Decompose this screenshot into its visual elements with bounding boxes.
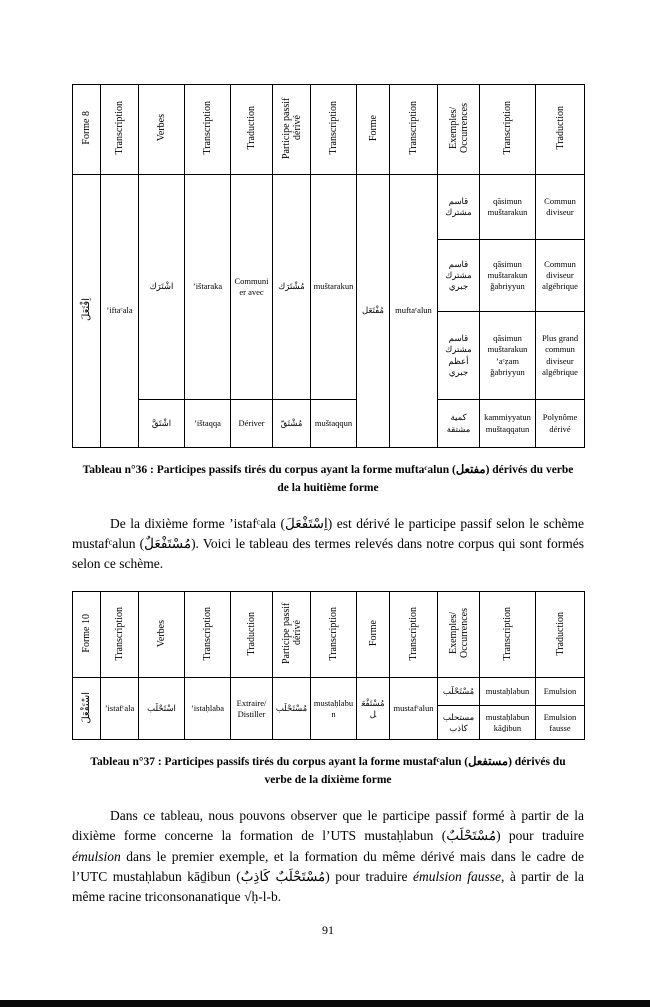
column-header-label: Participe passif dérivé [280, 602, 303, 665]
caption-text: Tableau n°37 : Participes passifs tirés du corpus ayant la forme mustafᶜalun ( [90, 756, 469, 769]
verb-translation-cell: Dériver [231, 400, 273, 448]
example-transcription-cell: qāsimun muštarakun [480, 175, 536, 240]
column-header-verbes [139, 592, 185, 678]
column-header-label: Transcription [114, 606, 125, 661]
example-arabic-cell: قاسم مشترك أعظم جبري [438, 312, 480, 400]
example-transcription-cell: qāsimun muštarakun ǧabriyyun [480, 240, 536, 312]
verb-transcription-cell: ’istaḥlaba [185, 678, 231, 740]
table-row [73, 400, 585, 448]
example-arabic-cell: قاسم مشترك جبري [438, 240, 480, 312]
table-37-caption [80, 754, 576, 790]
column-header-exemples-occurrences [438, 85, 480, 175]
table-36 [72, 84, 585, 448]
column-header-label: Traduction [554, 106, 566, 150]
example-arabic-cell: مستحلب كاذب [438, 706, 480, 740]
verb-arabic-cell: اشْتَقَّ [139, 400, 185, 448]
arabic-inline: اِسْتَفْعَلَ [285, 515, 328, 531]
example-transcription-cell: kammiyyatun muštaqqatun [480, 400, 536, 448]
table-36-caption [80, 462, 576, 498]
caption-arabic: مستفعل [468, 756, 509, 769]
column-header-label: Forme [367, 114, 379, 142]
paragraph-text-segment: ) est dérivé le participe passif selon le schème mustafᶜalun ( [72, 515, 584, 551]
example-arabic-cell: مُسْتَحْلَب [438, 678, 480, 706]
participle-transcription-cell: muštaqqun [311, 400, 357, 448]
column-header-transcription [101, 592, 139, 678]
verb-translation-cell: Communier avec [231, 175, 273, 400]
column-header-label: Transcription [114, 101, 125, 155]
column-header-participe-passif [273, 85, 311, 175]
verb-arabic-cell: اسْتَحْلَب [139, 678, 185, 740]
example-transcription-cell: qāsimun muštarakun ’aᶜẓam ǧabriyyun [480, 312, 536, 400]
verb-transcription-cell: ’ištaraka [185, 175, 231, 400]
column-header-label: Transcription [502, 606, 513, 661]
column-header-transcription [480, 85, 536, 175]
column-header-transcription [185, 592, 231, 678]
column-header-label: Traduction [246, 106, 257, 150]
example-translation-cell: Emulsion [536, 678, 585, 706]
paragraph-text-segment: Dans ce tableau, nous pouvons observer que le participe passif formé à partir de la dixième forme concerne la formation de l’UTS mustaḥlabun ( [72, 808, 584, 844]
column-header-label: Forme 8 [81, 111, 92, 145]
verb-arabic-cell: اشْتَرَك [139, 175, 185, 400]
participle-arabic-cell: مُسْتَحْلَب [273, 678, 311, 740]
page-number: 91 [322, 923, 334, 938]
arabic-inline: مُسْتَفْعَلٌ [144, 535, 192, 551]
example-translation-cell: Commun diviseur [536, 175, 585, 240]
example-transcription-cell: mustaḥlabun kāḏibun [480, 706, 536, 740]
paragraph-text-segment: ) pour traduire [496, 828, 584, 844]
verb-translation-cell: Extraire/ Distiller [231, 678, 273, 740]
participle-transcription-cell: muštarakun [311, 175, 357, 400]
column-header-label: Transcription [328, 606, 339, 661]
paragraph-text-segment: ). Voici le tableau des termes relevés dans notre corpus qui sont formés selon ce schème. [72, 535, 584, 572]
participle-transcription-cell: mustaḥlabun [311, 678, 357, 740]
column-header-transcription [480, 592, 536, 678]
column-header-forme [357, 592, 390, 678]
table-37 [72, 591, 585, 740]
column-header-traduction [536, 85, 585, 175]
column-header-label: Forme [367, 620, 379, 647]
column-header-traduction [231, 85, 273, 175]
forme-transcription-cell: mustafᶜalun [390, 678, 438, 740]
column-header-label: Verbes [156, 619, 167, 647]
column-header-label: Exemples/ Occurrences [447, 608, 470, 659]
arabic-inline: مُسْتَحْلَبٌ كَاذِبٌ [240, 868, 326, 884]
column-header-label: Transcription [328, 101, 339, 155]
example-translation-cell: Polynôme dérivé [536, 400, 585, 448]
paragraph-text-segment: De la dixième forme ’istafᶜala ( [110, 515, 286, 531]
column-header-forme-8 [73, 85, 101, 175]
arabic-vertical-text: اِفْتَعَلَ [81, 297, 92, 321]
forme-arabic-cell: مُفْتَعَل [357, 175, 390, 448]
italic-term: émulsion [72, 848, 121, 864]
example-transcription-cell: mustaḥlabun [480, 678, 536, 706]
example-translation-cell: Commun diviseur algébrique [536, 240, 585, 312]
table-row [73, 678, 585, 706]
column-header-traduction [231, 592, 273, 678]
column-header-transcription [311, 592, 357, 678]
forme8-arabic-cell [73, 175, 101, 448]
column-header-exemples-occurrences [438, 592, 480, 678]
table-36-header-row [73, 85, 585, 175]
arabic-vertical-text: اسْتَفْعَلَ [81, 691, 92, 724]
column-header-label: Exemples/ Occurrences [447, 102, 470, 153]
verb-transcription-cell: ’ištaqqa [185, 400, 231, 448]
example-translation-cell: Plus grand commun diviseur algébrique [536, 312, 585, 400]
forme-transcription-cell: muftaᶜalun [390, 175, 438, 448]
column-header-label: Transcription [202, 101, 213, 155]
column-header-label: Verbes [156, 114, 167, 142]
column-header-label: Traduction [554, 611, 566, 656]
column-header-traduction [536, 592, 585, 678]
column-header-transcription [311, 85, 357, 175]
column-header-label: Transcription [408, 101, 419, 155]
paragraph-text-segment: , à partir de la même racine triconsonanatique √ḥ-l-b. [72, 868, 585, 905]
column-header-transcription [390, 85, 438, 175]
forme8-transcription-cell: ’iftaᶜala [101, 175, 139, 448]
forme10-transcription-cell: ’istafᶜala [101, 678, 139, 740]
column-header-participe-passif [273, 592, 311, 678]
page-content [72, 84, 584, 938]
caption-text: ) dérivés du verbe de la dixième forme [264, 756, 566, 787]
table-37-header-row [73, 592, 585, 678]
column-header-verbes [139, 85, 185, 175]
column-header-transcription [185, 85, 231, 175]
arabic-inline: مُسْتَحْلَبٌ [446, 828, 497, 844]
paragraph-text-segment: ) pour traduire [325, 868, 413, 884]
example-arabic-cell: قاسم مشترك [438, 175, 480, 240]
example-arabic-cell: كمية مشتقة [438, 400, 480, 448]
column-header-label: Traduction [246, 611, 257, 656]
paragraph-text-segment: dans le premier exemple, et la formation du même dérivé mais dans le cadre de l’UTC mustaḥlabun kāḏibun ( [72, 848, 584, 884]
column-header-label: Forme 10 [81, 614, 92, 653]
paragraph-1 [72, 514, 584, 575]
caption-text: ) dérivés du verbe de la huitième forme [277, 464, 574, 494]
participle-arabic-cell: مُشْتَقّ [273, 400, 311, 448]
example-translation-cell: Emulsion fausse [536, 706, 585, 740]
column-header-label: Transcription [502, 101, 513, 155]
column-header-transcription [390, 592, 438, 678]
forme10-arabic-cell [73, 678, 101, 740]
caption-text: Tableau n°36 : Participes passifs tirés du corpus ayant la forme muftaᶜalun ( [82, 464, 456, 476]
page-bottom-edge [0, 1000, 650, 1007]
participle-arabic-cell: مُشْتَرَك [273, 175, 311, 400]
column-header-transcription [101, 85, 139, 175]
column-header-label: Transcription [408, 606, 419, 661]
column-header-label: Transcription [202, 606, 213, 661]
column-header-label: Participe passif dérivé [280, 97, 303, 159]
forme-arabic-cell: مُسْتَفْعَل [357, 678, 390, 740]
paragraph-2 [72, 806, 584, 907]
column-header-forme [357, 85, 390, 175]
column-header-forme-10 [73, 592, 101, 678]
italic-term: émulsion fausse [412, 868, 501, 884]
caption-arabic: مفتعل [455, 464, 486, 476]
table-row [73, 175, 585, 240]
